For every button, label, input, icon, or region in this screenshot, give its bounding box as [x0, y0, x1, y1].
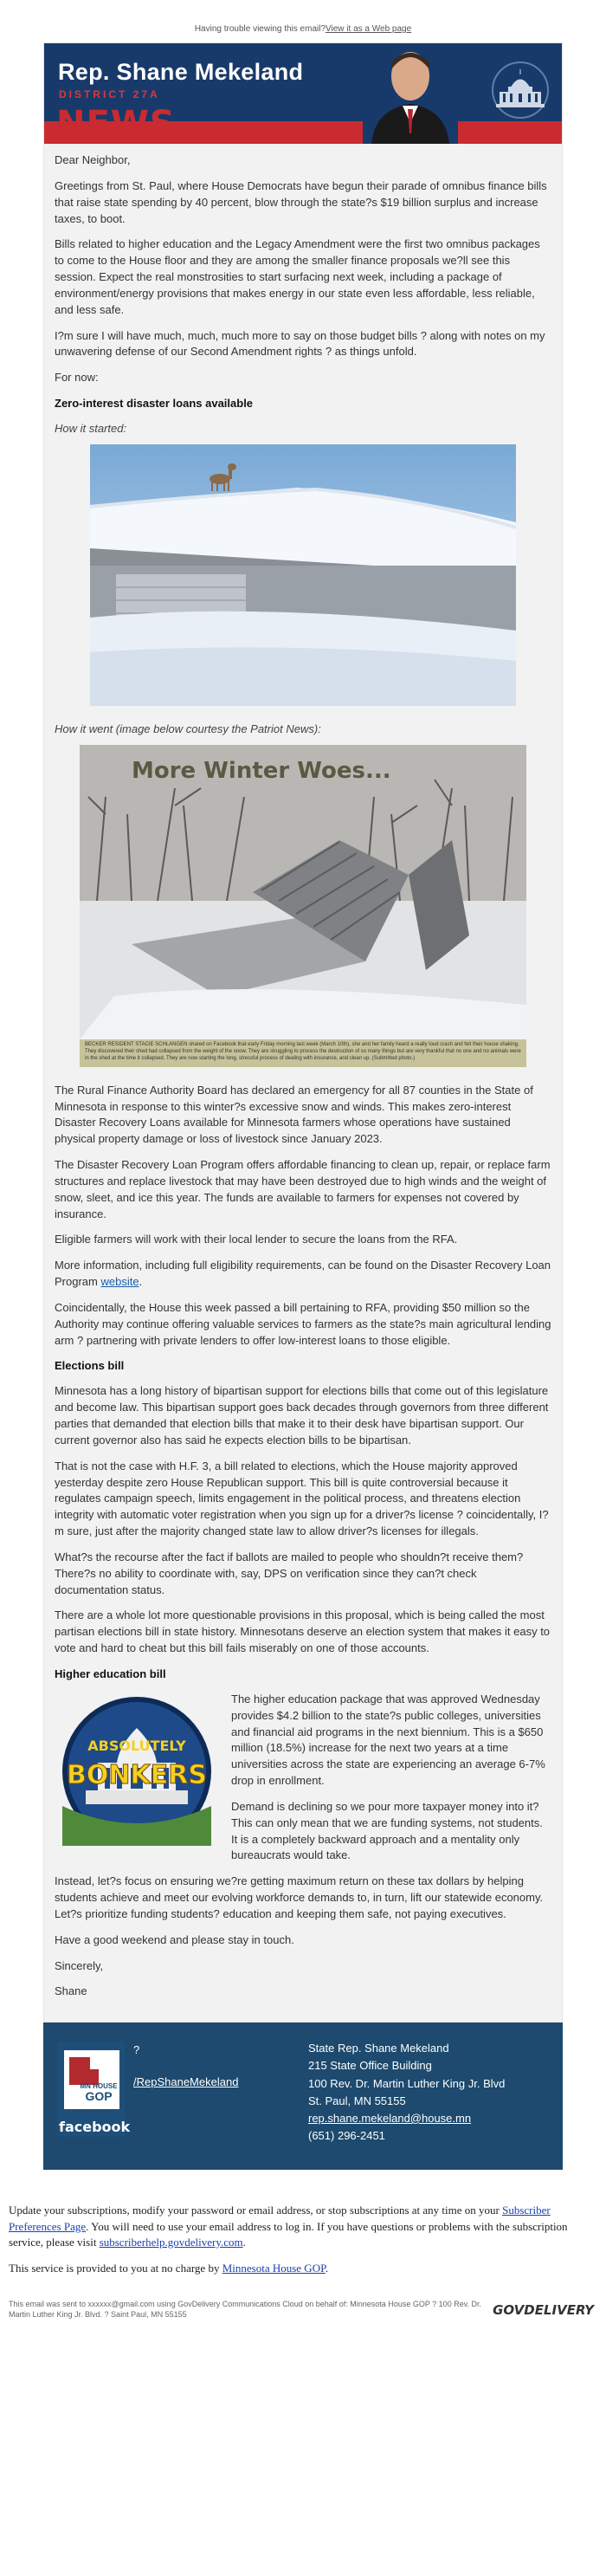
section-heading-disaster-loans: Zero-interest disaster loans available — [55, 397, 254, 411]
paragraph: Demand is declining so we pour more taxpayer money into it? This can only mean that we are funding systems, not students. It is a completely backward approach and a mentality only bureaucrats would take. — [231, 1799, 543, 1862]
district-label: DISTRICT 27A — [59, 88, 160, 100]
paragraph: Greetings from St. Paul, where House Democrats have begun their parade of omnibus finance bills that raise state spending by 40 percent, blow through the state?s $19 billion surplus and increase taxes, to boot. — [55, 178, 547, 225]
paragraph: What?s the recourse after the fact if ballots are mailed to people who shouldn?t receive them? There?s no ability to coordinate with, say, DPS on verification since they can?t check documentation status. — [55, 1550, 524, 1596]
capitol-logo-icon — [486, 61, 555, 121]
section-heading-higher-education: Higher education bill — [55, 1667, 166, 1680]
sent-to-note: This email was sent to xxxxxx@gmail.com using GovDelivery Communications Cloud on behalf of: Minnesota House GOP ? 100 Rev. Dr. Martin Luther King Jr. Blvd. ? Saint Paul, MN 55155 — [9, 2300, 482, 2320]
image-caption-started: How it started: — [55, 421, 127, 435]
image-caption-went: How it went (image below courtesy the Patriot News): — [55, 722, 321, 735]
paragraph: I?m sure I will have much, much, much more to say on those budget bills ? along with notes on my unwavering defense of our Second Amendment rights ? as things unfold. — [55, 328, 545, 359]
barn-title: More Winter Woes... — [132, 757, 391, 784]
snow-roof-deer-photo — [90, 444, 516, 706]
collapsed-shed-photo — [80, 745, 526, 1067]
subscriber-help-link[interactable]: subscriberhelp.govdelivery.com — [99, 2235, 243, 2249]
header-banner — [44, 43, 562, 144]
email-link[interactable]: rep.shane.mekeland@house.mn — [308, 2111, 472, 2125]
news-label: NEWS — [56, 104, 176, 144]
signature: Shane — [55, 1984, 87, 1998]
house-gop-link[interactable]: Minnesota House GOP — [222, 2261, 326, 2275]
greeting: Dear Neighbor, — [55, 153, 131, 166]
facebook-handle-link[interactable]: /RepShaneMekeland — [133, 2075, 239, 2089]
badge-text-absolutely: ABSOLUTELY — [87, 1737, 186, 1754]
signoff: Sincerely, — [55, 1958, 104, 1972]
rep-portrait-photo — [363, 43, 458, 144]
paragraph: The Disaster Recovery Loan Program offers affordable financing to clean up, repair, or replace farm structures and replace livestock that may have been destroyed due to high winds and the weight of snow, sleet, and ice this year. The funds are available to farmers for expenses not covered by insurance. — [55, 1158, 551, 1220]
newsletter-container — [43, 42, 563, 2023]
service-text: . — [325, 2261, 329, 2275]
paragraph: Bills related to higher education and the Legacy Amendment were the first two omnibus packages to come to the House floor and they are among the smaller finance proposals we?ll see this session. Expect the real monstrosities to start surfacing next week, including a package of environment/energy provisions that makes energy in our state even less affordable, less reliable, and less safe. — [55, 237, 540, 316]
badge-text-bonkers: BONKERS — [67, 1759, 207, 1790]
logo-text-gop: GOP — [85, 2089, 113, 2104]
subscription-text: . You will need to use your email address to log in. If you have questions or problems with the subscription service, please visit — [9, 2219, 568, 2249]
facebook-handle-block — [133, 2043, 238, 2088]
paragraph-text-end: . — [139, 1275, 143, 1289]
phone-number: (651) 296-2451 — [308, 2129, 385, 2143]
subscription-text: . — [242, 2235, 246, 2249]
paragraph: Coincidentally, the House this week passed a bill pertaining to RFA, providing $50 million so the Authority may continue offering valuable services to farmers as the state?s main agricultural lending arm ? partnering with private lenders to offer low-interest loans to those eligible. — [55, 1300, 551, 1347]
paragraph: That is not the case with H.F. 3, a bill related to elections, which the House majority approved yesterday despite zero House Republican support. This bill is quite controversial because it regulates campaign speech, limits engagement in the political process, and threatens election integrity with automatic voter registration when you sign up for a driver?s license ? coincidentally, I?m sure, just after the majority changed state law to allow driver?s licenses for illegals. — [55, 1459, 549, 1538]
paragraph: There are a whole lot more questionable provisions in this proposal, which is being called the most partisan elections bill in state history. Minnesotans deserve an election system that makes it easy to vote and hard to cheat but this bill fails miserably on one of those accounts. — [55, 1608, 551, 1655]
preheader-text: Having trouble viewing this email? — [194, 24, 326, 34]
address-name: State Rep. Shane Mekeland — [308, 2042, 449, 2055]
address-line: 215 State Office Building — [308, 2059, 432, 2073]
office-address — [308, 2040, 505, 2145]
service-paragraph — [9, 2261, 597, 2276]
facebook-placeholder-text: ? — [133, 2043, 140, 2057]
main-content — [44, 144, 562, 2022]
paragraph-text: More information, including full eligibility requirements, can be found on the Disaster Recovery Loan Program — [55, 1259, 551, 1289]
subscription-text: Update your subscriptions, modify your password or email address, or stop subscriptions at any time on your — [9, 2204, 503, 2217]
subscriber-preferences-link[interactable]: Subscriber Preferences Page — [9, 2204, 551, 2233]
contact-footer — [43, 2023, 563, 2170]
disaster-loan-website-link[interactable]: website — [100, 1275, 139, 1289]
facebook-card[interactable] — [57, 2042, 131, 2137]
rep-name: Rep. Shane Mekeland — [58, 59, 304, 85]
service-text: This service is provided to you at no charge by — [9, 2261, 222, 2275]
address-line: 100 Rev. Dr. Martin Luther King Jr. Blvd — [308, 2076, 506, 2090]
govdelivery-footer — [0, 2287, 606, 2339]
subscription-paragraph — [9, 2203, 597, 2250]
address-line: St. Paul, MN 55155 — [308, 2094, 406, 2107]
paragraph: Minnesota has a long history of bipartisan support for elections bills that come out of this legislature and become law. This bipartisan support goes back decades through governors from three different parties that demanded that election bills that make it to their desk have bipartisan support. Our current governor also has said he expects election bills to be bipartisan. — [55, 1384, 549, 1447]
web-view-link[interactable]: View it as a Web page — [326, 24, 412, 34]
section-heading-elections: Elections bill — [55, 1359, 125, 1373]
paragraph: The higher education package that was approved Wednesday provides $4.2 billion to the state?s public colleges, universities and financial aid programs in the next biennium. This is a $650 million (18.5%) increase for the next two years at a time universities across the state are experiencing an average 6-7% drop in enrollment. — [231, 1692, 545, 1788]
mn-house-gop-logo-icon — [64, 2050, 119, 2109]
paragraph: Have a good weekend and please stay in touch. — [55, 1932, 294, 1946]
subscription-notice — [0, 2203, 606, 2276]
paragraph: Instead, let?s focus on ensuring we?re getting maximum return on these tax dollars by helping students achieve and meet our evolving workforce demands to, in turn, lift our statewide economy. Let?s prioritize funding students? education and keeping them safe, not paying executives. — [55, 1874, 544, 1920]
higher-education-block — [55, 1692, 551, 1874]
logo-text-house: MN HOUSE — [80, 2082, 118, 2091]
preheader — [0, 0, 606, 42]
govdelivery-logo: GOVDELIVERY — [493, 2302, 594, 2319]
paragraph: The Rural Finance Authority Board has declared an emergency for all 87 counties in the State of Minnesota in response to this winter?s excessive snow and winds. This makes zero-interest Disaster Recovery Loans available for Minnesota farmers whose operations have sustained physical property damage or loss of livestock since January 2023. — [55, 1083, 533, 1146]
barn-photo-caption: BECKER RESIDENT STACIE SCHLANGEN shared on Facebook that early Friday morning last week (March 10th), she and her family heard a really loud crash and felt their house shaking. They discovered their shed had collapsed from the weight of the snow. They are struggling to process the destruction of so many things but are very thankful that no one and no animals were in the shed at the time it collapsed. They are now starting the long, stressful process of dealing with insurance, and clean up. (Submitted photo.) — [85, 1041, 521, 1061]
facebook-wordmark: facebook — [59, 2119, 131, 2136]
absolutely-bonkers-badge — [55, 1693, 219, 1849]
paragraph-with-link — [55, 1258, 551, 1291]
paragraph: Eligible farmers will work with their local lender to secure the loans from the RFA. — [55, 1233, 458, 1246]
paragraph: For now: — [55, 371, 99, 385]
